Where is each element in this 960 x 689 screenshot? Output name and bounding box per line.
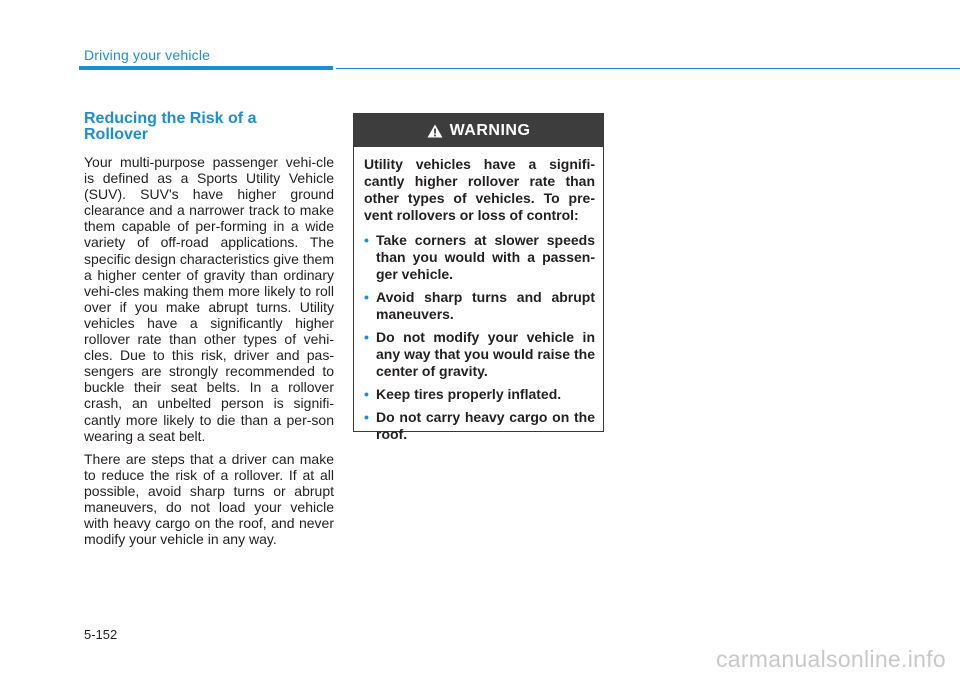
bullet-icon: • [364, 329, 369, 345]
paragraph-1: Your multi-purpose passenger vehi-cle is defined as a Sports Utility Vehicle (SUV). SUV's have higher ground clearance and a narrower track to make them capable of per-forming in a wide variety of off-road applications. The specific design characteristics give them a higher center of gravity than ordinary vehi-cles making them more likely to roll over if you make abrupt turns. Utility vehicles have a significantly higher rollover rate than other types of vehi-cles. Due to this risk, driver and pas-sengers are strongly recommended to buckle their seat belts. In a rollover crash, an unbelted person is signifi-cantly more likely to die than a per-son wearing a seat belt. [84, 154, 334, 444]
heading-line-2: Rollover [84, 126, 149, 143]
warning-item [364, 232, 595, 283]
warning-triangle-icon [427, 124, 443, 138]
bullet-icon: • [364, 289, 369, 305]
bullet-icon: • [364, 409, 369, 425]
main-text-column [84, 111, 334, 554]
warning-item-text: Avoid sharp turns and abrupt maneuvers. [376, 289, 595, 322]
heading-line-1: Reducing the Risk of a [84, 110, 257, 127]
section-title: Driving your vehicle [84, 47, 211, 63]
warning-intro: Utility vehicles have a signifi-cantly higher rollover rate than other types of vehicles. To pre-vent rollovers or loss of control: [364, 156, 595, 223]
warning-header [354, 114, 603, 147]
warning-item [364, 409, 595, 443]
header-rule-thin [336, 68, 960, 69]
warning-title: WARNING [449, 121, 531, 139]
header-rule-thick [79, 66, 333, 70]
bullet-icon: • [364, 232, 369, 248]
paragraph-2: There are steps that a driver can make to reduce the risk of a rollover. If at all possible, avoid sharp turns or abrupt maneuvers, do not load your vehicle with heavy cargo on the roof, and never modify your vehicle in any way. [84, 450, 334, 548]
warning-item-text: Keep tires properly inflated. [376, 386, 562, 402]
section-heading [84, 111, 334, 143]
warning-item-text: Do not carry heavy cargo on the roof. [376, 409, 595, 442]
warning-item [364, 289, 595, 323]
warning-item-text: Do not modify your vehicle in any way that you would raise the center of gravity. [376, 329, 595, 379]
warning-item-text: Take corners at slower speeds than you would with a passen-ger vehicle. [376, 232, 595, 282]
warning-box [353, 113, 604, 442]
warning-item [364, 329, 595, 380]
watermark: carmanualsonline.info [715, 646, 946, 672]
bullet-icon: • [364, 386, 369, 402]
warning-body [354, 147, 603, 443]
warning-item [364, 386, 595, 403]
page-number: 5-152 [84, 627, 118, 642]
